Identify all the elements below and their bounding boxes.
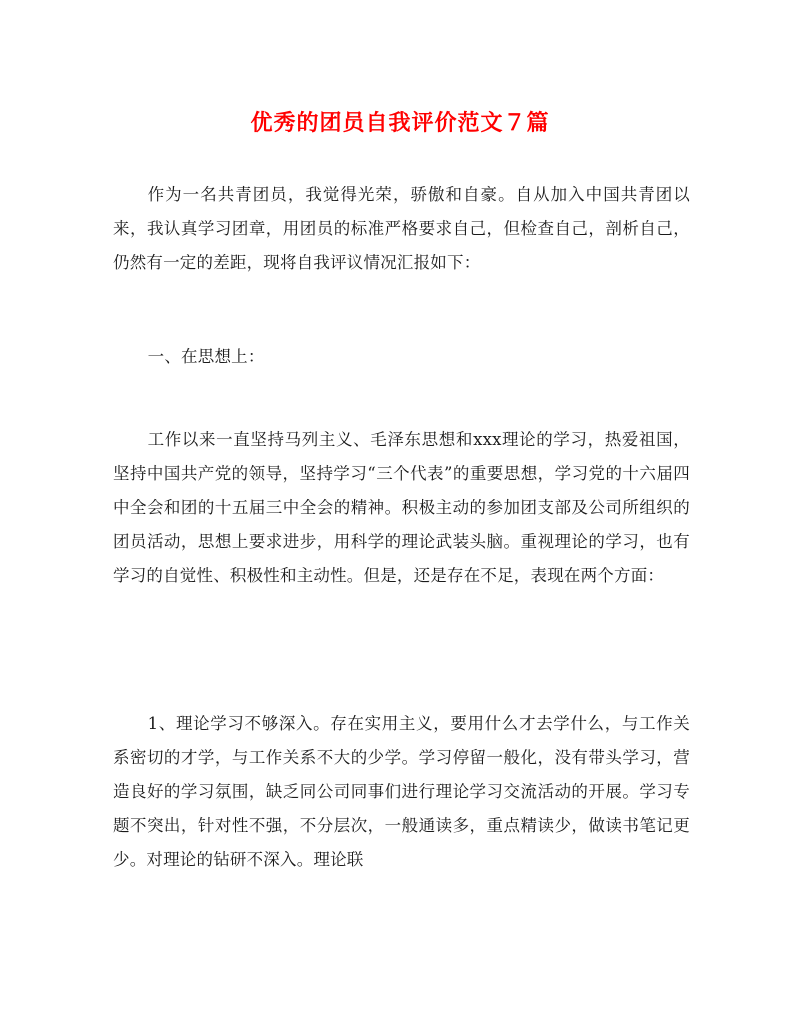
paragraph-point-1: 1、理论学习不够深入。存在实用主义，要用什么才去学什么，与工作关系密切的才学，与工作关系不大的少学。学习停留一般化，没有带头学习，营造良好的学习氛围，缺乏同公司同事们进行理论学习交流活动的开展。学习专题不突出，针对性不强，不分层次，一般通读多，重点精读少，做读书笔记更少。对理论的钻研不深入。理论联: [113, 714, 690, 869]
section-heading-thought: 一、在思想上：: [147, 347, 265, 366]
paragraph-intro: 作为一名共青团员，我觉得光荣，骄傲和自豪。自从加入中国共青团以来，我认真学习团章，用团员的标准严格要求自己，但检查自己，剖析自己，仍然有一定的差距，现将自我评议情况汇报如下：: [113, 185, 690, 272]
document-title: 优秀的团员自我评价范文７篇: [250, 110, 550, 136]
paragraph-thought-body: 工作以来一直坚持马列主义、毛泽东思想和xxx理论的学习，热爱祖国，坚持中国共产党的领导，坚持学习“三个代表”的重要思想，学习党的十六届四中全会和团的十五届三中全会的精神。积极主动的参加团支部及公司所组织的团员活动，思想上要求进步，用科学的理论武装头脑。重视理论的学习，也有学习的自觉性、积极性和主动性。但是，还是存在不足，表现在两个方面：: [113, 430, 690, 585]
